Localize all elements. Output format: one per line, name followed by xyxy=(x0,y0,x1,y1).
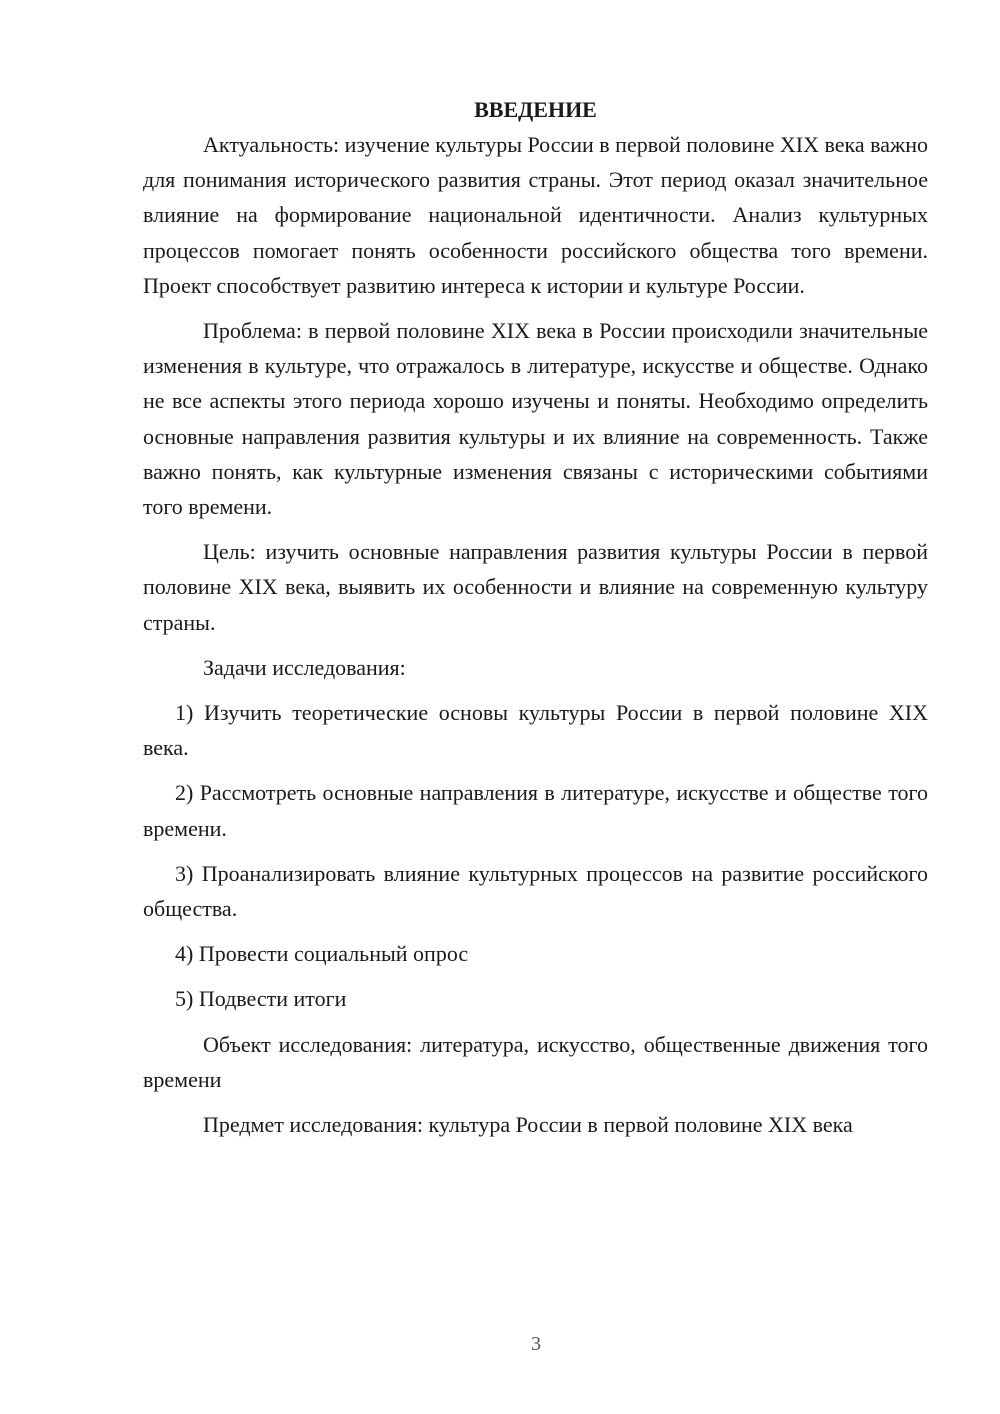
page-number: 3 xyxy=(531,1333,541,1355)
task-item-1: 1) Изучить теоретические основы культуры России в первой половине XIX века. xyxy=(143,700,928,761)
document-page xyxy=(143,92,928,1142)
paragraph-object: Объект исследования: литература, искусство, общественные движения того времени xyxy=(143,1031,928,1092)
task-item-5: 5) Подвести итоги xyxy=(175,986,347,1012)
tasks-title: Задачи исследования: xyxy=(203,654,406,680)
paragraph-relevance: Актуальность: изучение культуры России в первой половине XIX века важно для понимания исторического развития страны. Этот период оказал значительное влияние на формирование национальной идентичности. Анализ культурных процессов помогает понять особенности российского общества того времени. Проект способствует развитию интереса к истории и культуре России. xyxy=(143,132,928,298)
task-item-2: 2) Рассмотреть основные направления в литературе, искусстве и обществе того времени. xyxy=(143,780,928,841)
task-item-3: 3) Проанализировать влияние культурных процессов на развитие российского общества. xyxy=(143,860,928,922)
paragraph-goal: Цель: изучить основные направления развития культуры России в первой половине XIX века, выявить их особенности и влияние на современную культуру страны. xyxy=(143,539,928,635)
section-heading: ВВЕДЕНИЕ xyxy=(474,97,597,122)
paragraph-problem: Проблема: в первой половине XIX века в России происходили значительные изменения в культуре, что отражалось в литературе, искусстве и обществе. Однако не все аспекты этого периода хорошо изучены и поняты. Необходимо определить основные направления развития культуры и их влияние на современность. Также важно понять, как культурные изменения связаны с историческими событиями того времени. xyxy=(143,318,928,520)
paragraph-subject: Предмет исследования: культура России в первой половине XIX века xyxy=(203,1112,853,1138)
task-item-4: 4) Провести социальный опрос xyxy=(175,941,469,967)
